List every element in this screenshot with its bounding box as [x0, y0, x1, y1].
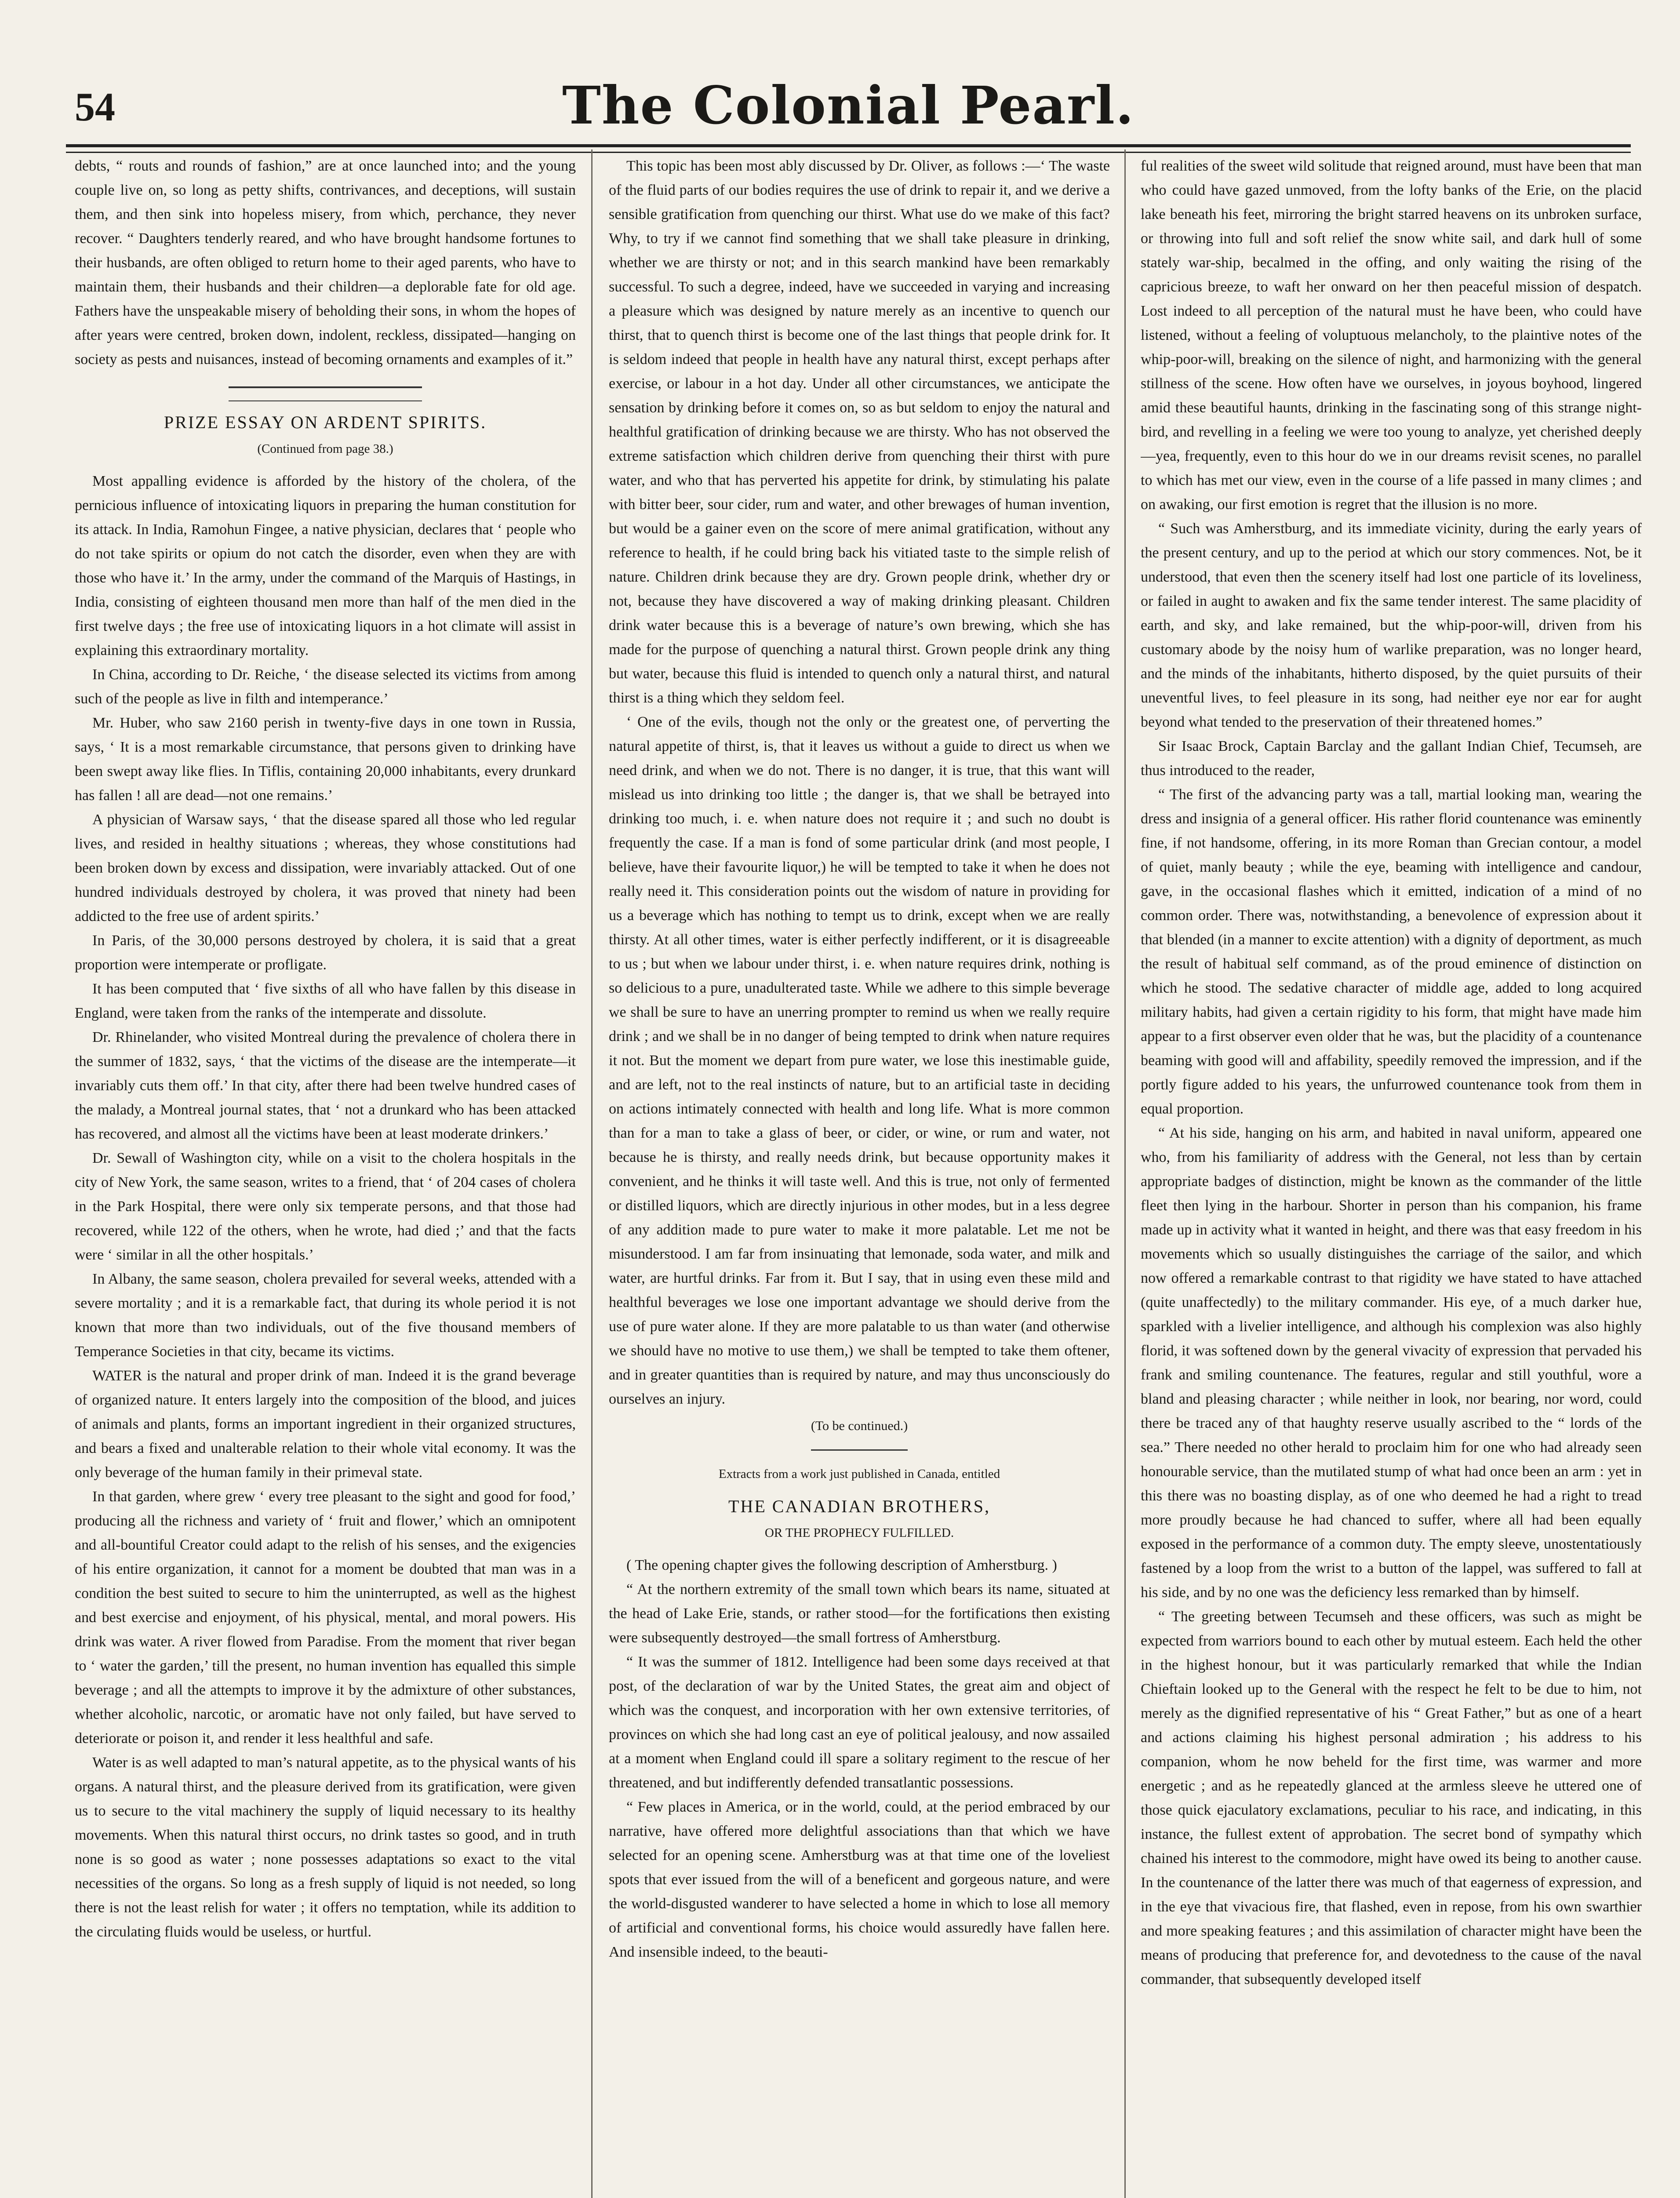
- paragraph: This topic has been most ably discussed by Dr. Oliver, as follows :—‘ The waste of the fluid parts of our bodies requires the use of drink to repair it, and we derive a sensible gratification from quenching our thirst. What use do we make of this fact? Why, to try if we cannot find something that we shall take pleasure in drinking, whether we are thirsty or not; and in this search mankind have been remarkably successful. To such a degree, indeed, have we succeeded in varying and increasing a pleasure which was designed by nature merely as an incentive to quench our thirst, that to quench thirst is become one of the last things that people drink for. It is seldom indeed that people in health have any natural thirst, except perhaps after exercise, or labour in a hot day. Under all other circumstances, we anticipate the sensation by drinking before it comes on, so as but seldom to enjoy the natural and healthful gratification of drinking because we are thirsty. Who has not observed the extreme satisfaction which children derive from quenching their thirst with pure water, and who that has perverted his appetite for drink, by stimulating his palate with bitter beer, sour cider, rum and water, and other brewages of human invention, but would be a gainer even on the score of mere animal gratification, without any reference to health, if he could bring back his vitiated taste to the simple relish of nature. Children drink because they are dry. Grown people drink, whether dry or not, because they have discovered a way of making drinking pleasant. Children drink water because this is a beverage of nature’s own brewing, which she has made for the purpose of quenching a natural thirst. Grown people drink any thing but water, because this fluid is intended to quench only a natural thirst, and natural thirst is a thing which they seldom feel.: [609, 158, 1110, 706]
- paragraph: ‘ One of the evils, though not the only or the greatest one, of perverting the natural appetite of thirst, is, that it leaves us without a guide to direct us when we need drink, and when we do not. There is no danger, it is true, that this want will mislead us into drinking too little ; the danger is, that we shall be betrayed into drinking too much, i. e. when nature does not require it ; and such no doubt is frequently the case. If a man is fond of some particular drink (and most people, I believe, have their favourite liquor,) he will be tempted to take it when he does not really need it. This consideration points out the wisdom of nature in providing for us a beverage which has nothing to tempt us to drink, except when we are really thirsty. At all other times, water is either perfectly indifferent, or it is disagreeable to us ; but when we labour under thirst, i. e. when nature requires drink, nothing is so delicious to a pure, unadulterated taste. While we adhere to this simple beverage we shall be sure to have an unerring prompter to remind us when we really require drink ; and we shall be in no danger of being tempted to drink when nature requires it not. But the moment we depart from pure water, we lose this inestimable guide, and are left, not to the real instincts of nature, but to an artificial taste in deciding on actions intimately connected with health and long life. What is more common than for a man to take a glass of beer, or cider, or wine, or rum and water, not because he is thirsty, and really needs drink, but because opportunity makes it convenient, and he thinks it will taste well. And this is true, not only of fermented or distilled liquors, which are directly injurious in other modes, but in a less degree of any addition made to pure water to make it more palatable. Let me not be misunderstood. I am far from insinuating that lemonade, soda water, and milk and water, are hurtful drinks. Far from it. But I say, that in using even these mild and healthful beverages we lose one important advantage we should derive from the use of pure water alone. If they are more palatable to us than water (and otherwise we should have no motive to use them,) we shall be tempted to take them oftener, and in greater quantities than is required by nature, and may thus unconsciously do ourselves an injury.: [609, 714, 1110, 1407]
- paragraph: “ The first of the advancing party was a tall, martial looking man, wearing the dress and insignia of a general officer. His rather florid countenance was eminently fine, if not handsome, offering, in its more Roman than Grecian contour, a model of quiet, manly beauty ; while the eye, beaming with intelligence and candour, gave, in the occasional flashes which it emitted, indication of a mind of no common order. There was, notwithstanding, a benevolence of expression about it that blended (in a manner to excite attention) with a dignity of deportment, as much the result of habitual self command, as of the proud eminence of distinction on which he stood. The sedative character of middle age, added to long acquired military habits, had given a certain rigidity to his form, that might have made him appear to a first observer even older that he was, but the placidity of a countenance beaming with good will and affability, speedily removed the impression, and if the portly figure added to his years, the unfurrowed countenance took from them in equal proportion.: [1141, 786, 1642, 1117]
- paragraph: “ At the northern extremity of the small town which bears its name, situated at the head of Lake Erie, stands, or rather stood—for the fortifications then existing were subsequently destroyed—the small fortress of Amherstburg.: [609, 1581, 1110, 1646]
- paragraph: A physician of Warsaw says, ‘ that the disease spared all those who led regular lives, and resided in healthy situations ; whereas, they whose constitutions had been broken down by excess and dissipation, were invariably attacked. Out of one hundred individuals destroyed by cholera, it was proved that ninety had been addicted to the free use of ardent spirits.’: [75, 812, 576, 924]
- paragraph: ful realities of the sweet wild solitude that reigned around, must have been that man who could have gazed unmoved, from the lofty banks of the Erie, on the placid lake beneath his feet, mirroring the bright starred heavens on its unbroken surface, or throwing into full and soft relief the snow white sail, and dark hull of some stately war-ship, becalmed in the offing, and only waiting the rising of the capricious breeze, to waft her onward on her then peaceful mission of despatch. Lost indeed to all perception of the natural must he have been, who could have listened, without a feeling of voluptuous melancholy, to the plaintive notes of the whip-poor-will, breaking on the silence of night, and harmonizing with the general stillness of the scene. How often have we ourselves, in joyous boyhood, lingered amid these beautiful haunts, drinking in the fascinating song of this strange night-bird, and revelling in a feeling we were too young to analyze, yet cherished deeply—yea, frequently, even to this hour do we in our dreams revisit scenes, no parallel to which has met our view, even in the course of a life passed in many climes ; and on awaking, our first emotion is regret that the illusion is no more.: [1141, 158, 1642, 513]
- opening-paragraph: debts, “ routs and rounds of fashion,” are at once launched into; and the young couple live on, so long as petty shifts, contrivances, and deceptions, will sustain them, and then sink into hopeless misery, from which, perchance, they never recover. “ Daughters tenderly reared, and who have brought handsome fortunes to their husbands, are often obliged to return home to their aged parents, who have to maintain them, their husbands and their children—a deplorable fate for old age. Fathers have the unspeakable misery of beholding their sons, in whom the hopes of after years were centred, broken down, indolent, reckless, dissipated—hanging on society as pests and nuisances, instead of becoming ornaments and examples of it.”: [75, 158, 576, 368]
- paragraph: Sir Isaac Brock, Captain Barclay and the gallant Indian Chief, Tecumseh, are thus introduced to the reader,: [1141, 738, 1642, 779]
- book-title: THE CANADIAN BROTHERS,: [728, 1496, 990, 1516]
- column-2: [609, 154, 1110, 2198]
- paragraph: “ At his side, hanging on his arm, and habited in naval uniform, appeared one who, from his familiarity of address with the General, not less than by certain appropriate badges of distinction, might be known as the commander of the little fleet then lying in the harbour. Shorter in person than his companion, his frame made up in activity what it wanted in height, and there was that easy freedom in his movements which so usually distinguishes the carriage of the sailor, and which now offered a remarkable contrast to that rigidity we have stated to have attached (quite unaffectedly) to the military commander. His eye, of a much darker hue, sparkled with a livelier intelligence, and although his complexion was also highly florid, it was softened down by the general vivacity of expression that pervaded his frank and smiling countenance. The features, regular and still youthful, wore a bland and pleasing character ; while neither in look, nor bearing, nor word, could there be traced any of that haughty reserve usually ascribed to the “ lords of the sea.” There needed no other herald to proclaim him for one who had already seen honourable service, than the mutilated stump of what had once been an arm : yet in this there was no boasting display, as of one who deemed he had a right to tread more proudly because he had chanced to suffer, where all had been equally exposed in the performance of a common duty. The empty sleeve, unostentatiously fastened by a loop from the wrist to a button of the lappel, was suffered to fall at his side, and by no one was the deficiency less remarked than by himself.: [1141, 1125, 1642, 1601]
- essay-title: PRIZE ESSAY ON ARDENT SPIRITS.: [164, 412, 487, 432]
- chapter-note: ( The opening chapter gives the following description of Amherstburg. ): [626, 1557, 1057, 1573]
- essay-continued-note: (Continued from page 38.): [257, 442, 393, 456]
- column-divider: [1124, 149, 1126, 2198]
- section-separator: [811, 1449, 908, 1451]
- paragraph: “ It was the summer of 1812. Intelligence had been some days received at that post, of the declaration of war by the United States, the great aim and object of which was the conquest, and incorporation with her own extensive territories, of provinces on which she had long cast an eye of political jealousy, and now assailed at a moment when England could ill spare a solitary regiment to the rescue of her threatened, and but indifferently defended transatlantic possessions.: [609, 1654, 1110, 1791]
- masthead-title: The Colonial Pearl.: [562, 75, 1135, 136]
- paragraph: “ Such was Amherstburg, and its immediate vicinity, during the early years of the present century, and up to the period at which our story commences. Not, be it understood, that even then the scenery itself had lost one particle of its loveliness, or failed in aught to awaken and fix the same tender interest. The same placidity of earth, and sky, and lake remained, but the whip-poor-will, driven from his customary abode by the noisy hum of warlike preparation, was no longer heard, and the minds of the inhabitants, hitherto disposed, by the quiet pursuits of their uneventful lives, to feel pleasure in its song, had neither eye nor ear for aught beyond what tended to the preservation of their threatened homes.”: [1141, 520, 1642, 730]
- paragraph: In Paris, of the 30,000 persons destroyed by cholera, it is said that a great proportion were intemperate or profligate.: [75, 932, 576, 973]
- paragraph: In China, according to Dr. Reiche, ‘ the disease selected its victims from among such of the people as live in filth and intemperance.’: [75, 666, 576, 707]
- paragraph: In Albany, the same season, cholera prevailed for several weeks, attended with a severe mortality ; and it is a remarkable fact, that during its whole period it is not known that more than two individuals, out of the five thousand members of Temperance Societies in that city, became its victims.: [75, 1271, 576, 1360]
- paragraph: Dr. Rhinelander, who visited Montreal during the prevalence of cholera there in the summer of 1832, says, ‘ that the victims of the disease are the intemperate—it invariably cuts them off.’ In that city, after there had been twelve hundred cases of the malady, a Montreal journal states, that ‘ not a drunkard who has been attacked has recovered, and almost all the victims have been at least moderate drinkers.’: [75, 1029, 576, 1142]
- paragraph: Most appalling evidence is afforded by the history of the cholera, of the pernicious influence of intoxicating liquors in preparing the human constitution for its attack. In India, Ramohun Fingee, a native physician, declares that ‘ people who do not take spirits or opium do not catch the disorder, even when they are with those who have it.’ In the army, under the command of the Marquis of Hastings, in India, consisting of eighteen thousand men more than half of the men died in the first twelve days ; the free use of intoxicating liquors in a hot climate will assist in explaining this extraordinary mortality.: [75, 473, 576, 659]
- column-1: [75, 154, 576, 2198]
- page-header: [66, 66, 1631, 154]
- paragraph: “ The greeting between Tecumseh and these officers, was such as might be expected from warriors bound to each other by mutual esteem. Each held the other in the highest honour, but it was particularly remarked that while the Indian Chieftain looked up to the General with the respect he felt to be due to him, not merely as the dignified representative of his “ Great Father,” but as one of a heart and actions claiming his highest personal admiration ; his address to his companion, whom he now beheld for the first time, was warmer and more energetic ; and as he repeatedly glanced at the armless sleeve he uttered one of those quick ejaculatory exclamations, peculiar to his race, and indicating, in this instance, the fullest extent of approbation. The secret bond of sympathy which chained his interest to the commodore, might have owed its being to another cause. In the countenance of the latter there was much of that eagerness of expression, and in the eye that vivacious fire, that flashed, even in repose, from his own swarthier and more speaking features ; and this assimilation of character might have been the means of producing that preference for, and devotedness to the cause of the naval commander, that subsequently developed itself: [1141, 1608, 1642, 1987]
- column-divider: [591, 149, 593, 2198]
- paragraph: Mr. Huber, who saw 2160 perish in twenty-five days in one town in Russia, says, ‘ It is a most remarkable circumstance, that persons given to drinking have been swept away like flies. In Tiflis, containing 20,000 inhabitants, every drunkard has fallen ! all are dead—not one remains.’: [75, 715, 576, 804]
- to-be-continued: (To be continued.): [811, 1419, 908, 1433]
- paragraph: In that garden, where grew ‘ every tree pleasant to the sight and good for food,’ producing all the richness and variety of ‘ fruit and flower,’ which an omnipotent and all-bountiful Creator could adapt to the relish of his senses, and the exigencies of his entire organization, it cannot for a moment be doubted that man was in a condition the best suited to secure to him the uninterrupted, as well as the highest and best exercise and enjoyment, of his physical, mental, and moral powers. His drink was water. A river flowed from Paradise. From the moment that river began to ‘ water the garden,’ till the present, no human invention has equalled this simple beverage ; and all the attempts to improve it by the admixture of other substances, whether alcoholic, narcotic, or aromatic have not only failed, but have served to deteriorate or poison it, and render it less healthful and safe.: [75, 1488, 576, 1747]
- paragraph: It has been computed that ‘ five sixths of all who have fallen by this disease in England, were taken from the ranks of the intemperate and dissolute.: [75, 981, 576, 1021]
- page-number: 54: [75, 84, 115, 129]
- paragraph: Water is as well adapted to man’s natural appetite, as to the physical wants of his organs. A natural thirst, and the pleasure derived from its gratification, were given us to secure to the vital machinery the supply of liquid necessary to its healthy movements. When this natural thirst occurs, no drink tastes so good, and in truth none is so good as water ; none possesses adaptations so exact to the vital necessities of the organs. So long as a fresh supply of liquid is not needed, so long there is not the least relish for water ; it offers no temptation, while its addition to the circulating fluids would be useless, or hurtful.: [75, 1754, 576, 1940]
- column-3: [1141, 154, 1642, 2198]
- section-separator: [229, 386, 422, 401]
- extract-intro: Extracts from a work just published in Canada, entitled: [718, 1467, 1000, 1481]
- paragraph: Dr. Sewall of Washington city, while on a visit to the cholera hospitals in the city of New York, the same season, writes to a friend, that ‘ of 204 cases of cholera in the Park Hospital, there were only six temperate persons, and that those had recovered, while 122 of the others, when he wrote, had died ;’ and that the facts were ‘ similar in all the other hospitals.’: [75, 1150, 576, 1263]
- book-subtitle: OR THE PROPHECY FULFILLED.: [764, 1526, 954, 1540]
- header-rule: [66, 144, 1631, 153]
- paragraph: WATER is the natural and proper drink of man. Indeed it is the grand beverage of organized nature. It enters largely into the composition of the blood, and juices of animals and plants, forms an important ingredient in their organized structures, and bears a fixed and unalterable relation to their whole vital economy. It was the only beverage of the human family in their primeval state.: [75, 1368, 576, 1481]
- paragraph: “ Few places in America, or in the world, could, at the period embraced by our narrative, have offered more delightful associations than that which we have selected for an opening scene. Amherstburg was at that time one of the loveliest spots that ever issued from the will of a beneficent and gorgeous nature, and were the world-disgusted wanderer to have selected a home in which to lose all memory of artificial and conventional forms, his choice would assuredly have fallen here. And insensible indeed, to the beauti-: [609, 1799, 1110, 1960]
